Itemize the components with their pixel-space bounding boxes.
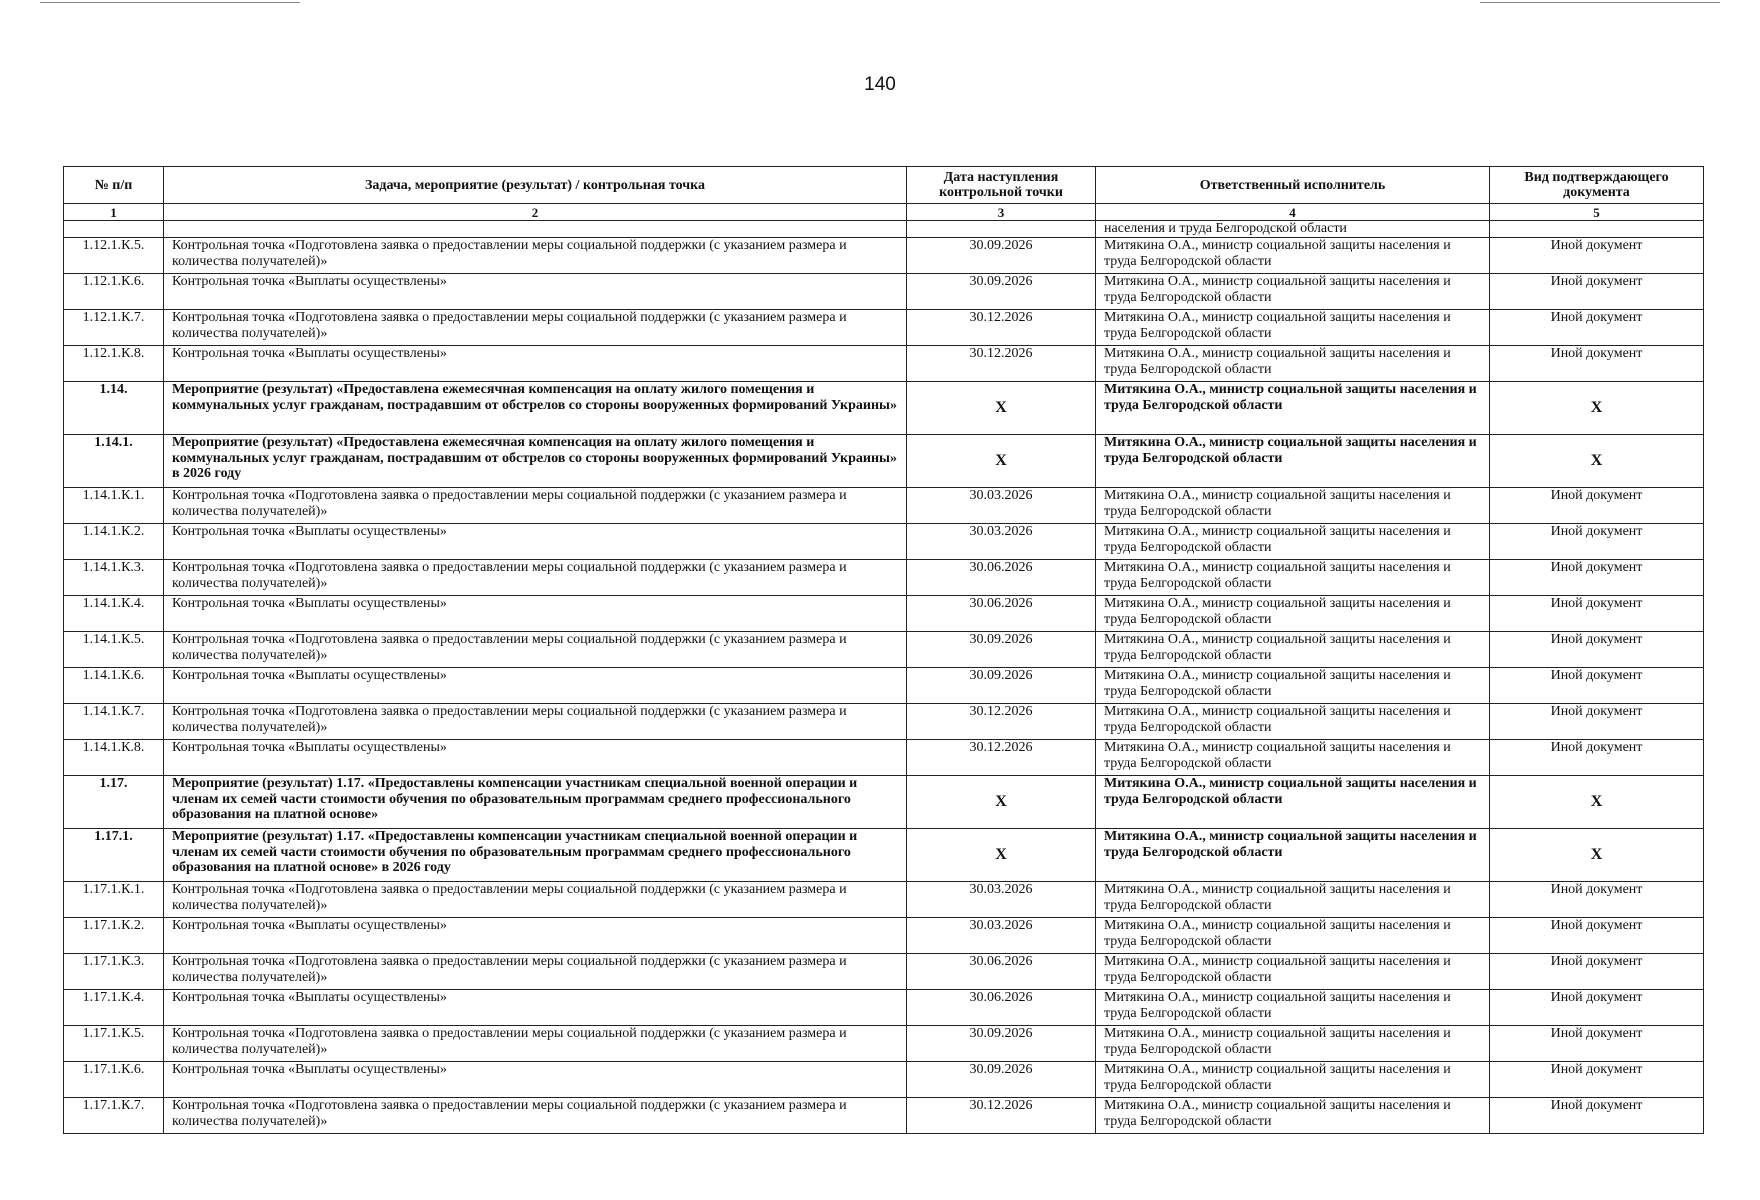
header-date: Дата наступления контрольной точки [907, 167, 1096, 204]
row-document-type: Иной документ [1490, 346, 1704, 382]
row-executor: Митякина О.А., министр социальной защиты населения и труда Белгородской области [1096, 238, 1490, 274]
plan-table [63, 166, 1704, 1134]
row-number: 1.12.1.К.6. [64, 274, 164, 310]
page-number: 140 [864, 74, 896, 95]
row-date: 30.09.2026 [907, 238, 1096, 274]
row-executor: Митякина О.А., министр социальной защиты населения и труда Белгородской области [1096, 1026, 1490, 1062]
row-date: 30.09.2026 [907, 632, 1096, 668]
continuation-row [64, 221, 1704, 238]
header-doc: Вид подтверждающего документа [1490, 167, 1704, 204]
row-number: 1.17.1.К.6. [64, 1062, 164, 1098]
control-point-row [64, 1062, 1704, 1098]
column-number-row [64, 204, 1704, 221]
column-number: 5 [1490, 204, 1704, 221]
header-task: Задача, мероприятие (результат) / контрольная точка [164, 167, 907, 204]
row-executor: Митякина О.А., министр социальной защиты населения и труда Белгородской области [1096, 704, 1490, 740]
row-number: 1.14.1.К.7. [64, 704, 164, 740]
row-date: X [907, 382, 1096, 435]
control-point-row [64, 596, 1704, 632]
row-document-type: X [1490, 435, 1704, 488]
control-point-row [64, 1098, 1704, 1134]
row-document-type: Иной документ [1490, 488, 1704, 524]
row-executor: Митякина О.А., министр социальной защиты населения и труда Белгородской области [1096, 524, 1490, 560]
control-point-row [64, 954, 1704, 990]
row-date: 30.09.2026 [907, 668, 1096, 704]
row-executor: Митякина О.А., министр социальной защиты населения и труда Белгородской области [1096, 596, 1490, 632]
row-task: Контрольная точка «Подготовлена заявка о предоставлении меры социальной поддержки (с указанием размера и количества получателей)» [164, 882, 907, 918]
control-point-row [64, 524, 1704, 560]
row-document-type: Иной документ [1490, 596, 1704, 632]
row-document-type: Иной документ [1490, 1062, 1704, 1098]
row-executor: Митякина О.А., министр социальной защиты населения и труда Белгородской области [1096, 632, 1490, 668]
row-date: 30.06.2026 [907, 954, 1096, 990]
control-point-row [64, 740, 1704, 776]
control-point-row [64, 346, 1704, 382]
row-number: 1.17.1. [64, 829, 164, 882]
row-task: Контрольная точка «Подготовлена заявка о предоставлении меры социальной поддержки (с указанием размера и количества получателей)» [164, 560, 907, 596]
row-task: Мероприятие (результат) 1.17. «Предоставлены компенсации участникам специальной военной операции и членам их семей части стоимости обучения по образовательным программам среднего профессионального образования на платной основе» в 2026 году [164, 829, 907, 882]
row-date: X [907, 829, 1096, 882]
row-date: 30.09.2026 [907, 1026, 1096, 1062]
row-number: 1.14.1.К.6. [64, 668, 164, 704]
row-number: 1.14.1.К.4. [64, 596, 164, 632]
control-point-row [64, 882, 1704, 918]
row-task: Контрольная точка «Выплаты осуществлены» [164, 524, 907, 560]
column-number: 3 [907, 204, 1096, 221]
event-row [64, 382, 1704, 435]
row-document-type: Иной документ [1490, 1098, 1704, 1134]
control-point-row [64, 488, 1704, 524]
row-document-type: Иной документ [1490, 560, 1704, 596]
row-task: Контрольная точка «Выплаты осуществлены» [164, 990, 907, 1026]
row-task: Контрольная точка «Выплаты осуществлены» [164, 274, 907, 310]
row-task: Контрольная точка «Выплаты осуществлены» [164, 918, 907, 954]
row-number: 1.12.1.К.5. [64, 238, 164, 274]
table-body [64, 221, 1704, 1134]
row-executor: Митякина О.А., министр социальной защиты населения и труда Белгородской области [1096, 882, 1490, 918]
row-task: Мероприятие (результат) «Предоставлена ежемесячная компенсация на оплату жилого помещения и коммунальных услуг гражданам, пострадавшим от обстрелов со стороны вооруженных формирований Украины» [164, 382, 907, 435]
row-date: 30.06.2026 [907, 560, 1096, 596]
row-date: 30.12.2026 [907, 704, 1096, 740]
row-document-type: X [1490, 829, 1704, 882]
row-document-type: Иной документ [1490, 882, 1704, 918]
column-number: 4 [1096, 204, 1490, 221]
row-number: 1.12.1.К.8. [64, 346, 164, 382]
row-task: Мероприятие (результат) «Предоставлена ежемесячная компенсация на оплату жилого помещения и коммунальных услуг гражданам, пострадавшим от обстрелов со стороны вооруженных формирований Украины» в 2026 году [164, 435, 907, 488]
continuation-text: населения и труда Белгородской области [1096, 221, 1490, 238]
row-task: Контрольная точка «Подготовлена заявка о предоставлении меры социальной поддержки (с указанием размера и количества получателей)» [164, 310, 907, 346]
row-executor: Митякина О.А., министр социальной защиты населения и труда Белгородской области [1096, 1062, 1490, 1098]
row-date: 30.12.2026 [907, 310, 1096, 346]
row-number: 1.17.1.К.1. [64, 882, 164, 918]
row-document-type: Иной документ [1490, 704, 1704, 740]
row-executor: Митякина О.А., министр социальной защиты населения и труда Белгородской области [1096, 918, 1490, 954]
row-number: 1.17.1.К.2. [64, 918, 164, 954]
row-date: 30.12.2026 [907, 740, 1096, 776]
row-task: Контрольная точка «Подготовлена заявка о предоставлении меры социальной поддержки (с указанием размера и количества получателей)» [164, 238, 907, 274]
header-executor: Ответственный исполнитель [1096, 167, 1490, 204]
row-number: 1.14.1.К.5. [64, 632, 164, 668]
row-task: Контрольная точка «Подготовлена заявка о предоставлении меры социальной поддержки (с указанием размера и количества получателей)» [164, 954, 907, 990]
row-document-type: X [1490, 382, 1704, 435]
row-document-type: X [1490, 776, 1704, 829]
row-document-type: Иной документ [1490, 238, 1704, 274]
row-number: 1.14.1.К.8. [64, 740, 164, 776]
row-date: 30.12.2026 [907, 1098, 1096, 1134]
row-date: 30.12.2026 [907, 346, 1096, 382]
row-date: 30.09.2026 [907, 274, 1096, 310]
scan-edge-mark [1480, 2, 1720, 3]
row-document-type: Иной документ [1490, 1026, 1704, 1062]
row-executor: Митякина О.А., министр социальной защиты населения и труда Белгородской области [1096, 488, 1490, 524]
row-number: 1.17.1.К.7. [64, 1098, 164, 1134]
row-document-type: Иной документ [1490, 918, 1704, 954]
row-task: Контрольная точка «Подготовлена заявка о предоставлении меры социальной поддержки (с указанием размера и количества получателей)» [164, 1026, 907, 1062]
row-task: Контрольная точка «Выплаты осуществлены» [164, 740, 907, 776]
row-task: Мероприятие (результат) 1.17. «Предоставлены компенсации участникам специальной военной операции и членам их семей части стоимости обучения по образовательным программам среднего профессионального образования на платной основе» [164, 776, 907, 829]
row-date: X [907, 435, 1096, 488]
row-task: Контрольная точка «Выплаты осуществлены» [164, 1062, 907, 1098]
row-task: Контрольная точка «Подготовлена заявка о предоставлении меры социальной поддержки (с указанием размера и количества получателей)» [164, 632, 907, 668]
row-executor: Митякина О.А., министр социальной защиты населения и труда Белгородской области [1096, 346, 1490, 382]
table-header-row [64, 167, 1704, 204]
row-number: 1.14.1.К.2. [64, 524, 164, 560]
control-point-row [64, 238, 1704, 274]
row-date: 30.06.2026 [907, 990, 1096, 1026]
row-number: 1.14.1.К.3. [64, 560, 164, 596]
event-row [64, 829, 1704, 882]
control-point-row [64, 668, 1704, 704]
row-number: 1.17.1.К.3. [64, 954, 164, 990]
row-task: Контрольная точка «Подготовлена заявка о предоставлении меры социальной поддержки (с указанием размера и количества получателей)» [164, 704, 907, 740]
row-date: 30.06.2026 [907, 596, 1096, 632]
row-document-type: Иной документ [1490, 632, 1704, 668]
row-number: 1.14.1.К.1. [64, 488, 164, 524]
event-row [64, 435, 1704, 488]
row-executor: Митякина О.А., министр социальной защиты населения и труда Белгородской области [1096, 740, 1490, 776]
control-point-row [64, 1026, 1704, 1062]
row-task: Контрольная точка «Выплаты осуществлены» [164, 346, 907, 382]
row-executor: Митякина О.А., министр социальной защиты населения и труда Белгородской области [1096, 954, 1490, 990]
scan-edge-mark [40, 2, 300, 3]
column-number: 1 [64, 204, 164, 221]
row-date: 30.03.2026 [907, 882, 1096, 918]
row-document-type: Иной документ [1490, 274, 1704, 310]
row-executor: Митякина О.А., министр социальной защиты населения и труда Белгородской области [1096, 382, 1490, 435]
row-document-type: Иной документ [1490, 990, 1704, 1026]
control-point-row [64, 990, 1704, 1026]
control-point-row [64, 632, 1704, 668]
control-point-row [64, 274, 1704, 310]
row-executor: Митякина О.А., министр социальной защиты населения и труда Белгородской области [1096, 829, 1490, 882]
row-number: 1.17. [64, 776, 164, 829]
row-date: X [907, 776, 1096, 829]
column-number: 2 [164, 204, 907, 221]
row-executor: Митякина О.А., министр социальной защиты населения и труда Белгородской области [1096, 776, 1490, 829]
row-executor: Митякина О.А., министр социальной защиты населения и труда Белгородской области [1096, 1098, 1490, 1134]
row-number: 1.17.1.К.5. [64, 1026, 164, 1062]
row-executor: Митякина О.А., министр социальной защиты населения и труда Белгородской области [1096, 990, 1490, 1026]
row-date: 30.03.2026 [907, 524, 1096, 560]
row-number: 1.12.1.К.7. [64, 310, 164, 346]
row-task: Контрольная точка «Подготовлена заявка о предоставлении меры социальной поддержки (с указанием размера и количества получателей)» [164, 1098, 907, 1134]
row-document-type: Иной документ [1490, 310, 1704, 346]
row-date: 30.09.2026 [907, 1062, 1096, 1098]
row-task: Контрольная точка «Выплаты осуществлены» [164, 668, 907, 704]
control-point-row [64, 560, 1704, 596]
row-document-type: Иной документ [1490, 740, 1704, 776]
row-document-type: Иной документ [1490, 954, 1704, 990]
row-date: 30.03.2026 [907, 488, 1096, 524]
control-point-row [64, 310, 1704, 346]
row-executor: Митякина О.А., министр социальной защиты населения и труда Белгородской области [1096, 274, 1490, 310]
row-number: 1.17.1.К.4. [64, 990, 164, 1026]
row-document-type: Иной документ [1490, 668, 1704, 704]
row-executor: Митякина О.А., министр социальной защиты населения и труда Белгородской области [1096, 668, 1490, 704]
header-num: № п/п [64, 167, 164, 204]
control-point-row [64, 918, 1704, 954]
event-row [64, 776, 1704, 829]
row-date: 30.03.2026 [907, 918, 1096, 954]
row-number: 1.14. [64, 382, 164, 435]
row-executor: Митякина О.А., министр социальной защиты населения и труда Белгородской области [1096, 435, 1490, 488]
row-document-type: Иной документ [1490, 524, 1704, 560]
row-task: Контрольная точка «Подготовлена заявка о предоставлении меры социальной поддержки (с указанием размера и количества получателей)» [164, 488, 907, 524]
row-number: 1.14.1. [64, 435, 164, 488]
row-task: Контрольная точка «Выплаты осуществлены» [164, 596, 907, 632]
control-point-row [64, 704, 1704, 740]
row-executor: Митякина О.А., министр социальной защиты населения и труда Белгородской области [1096, 310, 1490, 346]
row-executor: Митякина О.А., министр социальной защиты населения и труда Белгородской области [1096, 560, 1490, 596]
